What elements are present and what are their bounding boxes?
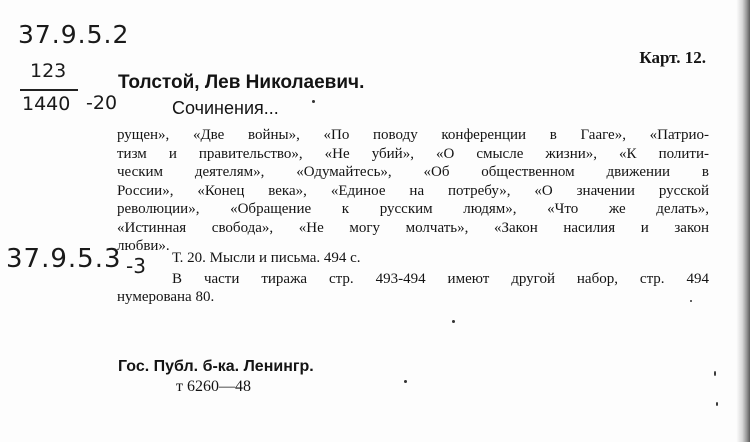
shelf-mark: т 6260—48 bbox=[176, 378, 251, 395]
contents-line: рущен», «Две войны», «По поводу конференции в Гааге», «Патрио- bbox=[117, 127, 709, 143]
print-note-line: В части тиража стр. 493-494 имеют другой набор, стр. 494 bbox=[172, 271, 709, 287]
contents-line: революции», «Обращение к русским людям», «Что же делать», bbox=[117, 201, 709, 217]
contents-list bbox=[117, 126, 709, 256]
speck bbox=[690, 300, 692, 302]
library-name: Гос. Публ. б-ка. Ленингр. bbox=[118, 358, 314, 375]
volume-note: Т. 20. Мысли и письма. 494 с. bbox=[172, 250, 361, 266]
card-edge-shadow bbox=[736, 0, 750, 442]
handwritten-fraction-denominator: 1440 bbox=[22, 93, 71, 115]
handwritten-fraction-bar bbox=[20, 89, 78, 91]
speck bbox=[714, 371, 716, 376]
handwritten-classification-code: 37.9.5.2 bbox=[18, 20, 130, 49]
handwritten-fraction-suffix: -20 bbox=[86, 92, 118, 114]
contents-line: ческим деятелям», «Одумайтесь», «Об общественном движении в bbox=[117, 164, 709, 180]
contents-line: любви». bbox=[117, 238, 170, 254]
handwritten-margin-code: 37.9.5.3 bbox=[6, 244, 122, 274]
card-number: Карт. 12. bbox=[639, 48, 706, 67]
print-note bbox=[117, 270, 709, 306]
contents-line: тизм и правительство», «Не убий», «О смысле жизни», «К полити- bbox=[117, 145, 709, 162]
contents-line: «Истинная свобода», «Не могу молчать», «Закон насилия и закон bbox=[117, 219, 709, 236]
handwritten-fraction-numerator: 123 bbox=[30, 60, 67, 82]
contents-line: России», «Конец века», «Единое на потребу», «О значении русской bbox=[117, 182, 709, 199]
speck bbox=[312, 100, 315, 103]
speck bbox=[716, 402, 718, 406]
print-note-line: нумерована 80. bbox=[117, 289, 215, 305]
speck bbox=[404, 380, 407, 383]
speck bbox=[452, 320, 455, 323]
handwritten-margin-suffix: -3 bbox=[126, 254, 146, 278]
author-heading: Толстой, Лев Николаевич. bbox=[118, 72, 365, 93]
work-title: Сочинения... bbox=[172, 98, 279, 118]
